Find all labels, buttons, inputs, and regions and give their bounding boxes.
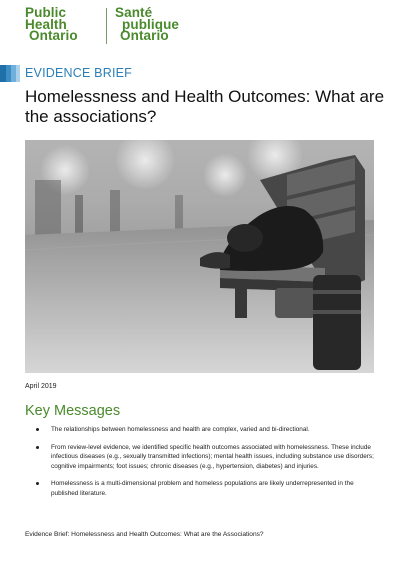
logo-fr-line-1: Santé [115, 5, 153, 20]
document-type-label: EVIDENCE BRIEF [25, 66, 132, 80]
logo-fr-line-3: Ontario [120, 28, 169, 43]
evidence-brief-accent-bar [0, 65, 20, 82]
logo-french [115, 7, 179, 42]
document-title: Homelessness and Health Outcomes: What are the associations? [25, 87, 385, 126]
logo-fr-line-2: publique [122, 16, 180, 32]
logo-en-line-2: Health [25, 16, 67, 32]
bullet-icon [36, 446, 39, 449]
bullet-icon [36, 428, 39, 431]
list-item [36, 425, 376, 435]
logo-english [25, 7, 78, 42]
key-messages-heading: Key Messages [25, 403, 121, 419]
bullet-icon [36, 482, 39, 485]
logo-en-line-1: Public [25, 5, 67, 20]
key-message-text: The relationships between homelessness and health are complex, varied and bi-directional. [51, 426, 310, 433]
logo-en-line-3: Ontario [29, 28, 78, 43]
key-messages-list [36, 425, 376, 507]
list-item [36, 443, 376, 472]
key-message-text: From review-level evidence, we identified specific health outcomes associated with homelessness. These include infectious diseases (e.g., sexually transmitted infections); mental health issues, including substance use disorders; cognitive impairments; foot issues; chronic diseases (e.g., hypertension, diabetes) and injuries. [51, 443, 374, 470]
page-footer: Evidence Brief: Homelessness and Health Outcomes: What are the Associations? [25, 531, 264, 538]
logo-divider [106, 8, 107, 44]
list-item [36, 479, 376, 498]
publication-date: April 2019 [25, 383, 57, 390]
cover-photo [25, 140, 374, 373]
key-message-text: Homelessness is a multi-dimensional problem and homeless populations are likely underrepresented in the published literature. [51, 480, 354, 497]
